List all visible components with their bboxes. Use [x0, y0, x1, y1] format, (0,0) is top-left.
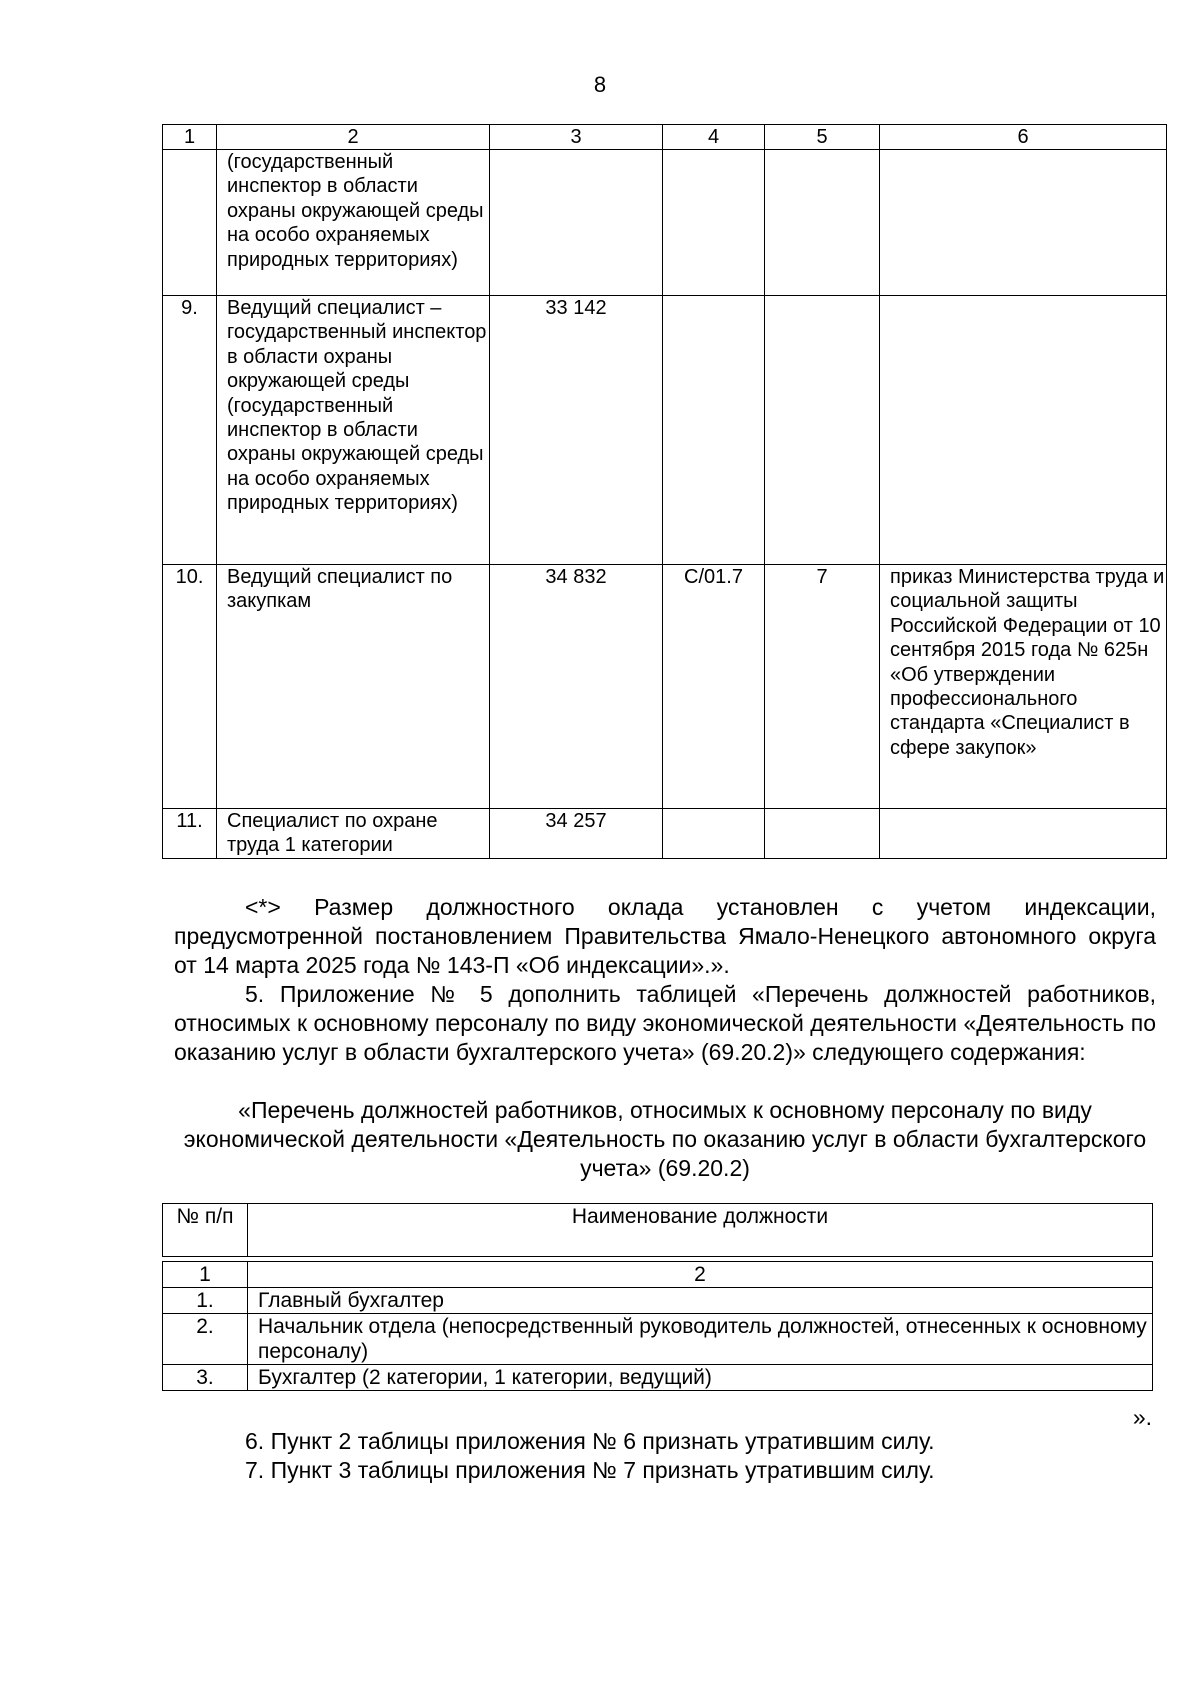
- row-number: 2.: [163, 1314, 248, 1365]
- qualification-level: [765, 150, 880, 296]
- position-name: Начальник отдела (непосредственный руководитель должностей, отнесенных к основному персоналу): [248, 1314, 1153, 1365]
- column-header: 3: [490, 125, 663, 150]
- salary-value: 33 142: [490, 296, 663, 565]
- column-header-number: № п/п: [163, 1204, 248, 1257]
- item-7: 7. Пункт 3 таблицы приложения № 7 признать утратившим силу.: [245, 1457, 935, 1483]
- column-header-name: Наименование должности: [248, 1204, 1153, 1257]
- table-row: [163, 1288, 1153, 1314]
- salary-value: 34 257: [490, 809, 663, 859]
- position-title: Специалист по охране труда 1 категории: [217, 809, 490, 859]
- column-header: 4: [663, 125, 765, 150]
- row-number: 11.: [163, 809, 217, 859]
- list-title: «Перечень должностей работников, относимых к основному персоналу по виду экономической деятельности «Деятельность по оказанию услуг в области бухгалтерского учета» (69.20.2): [183, 1097, 1147, 1181]
- table-row: [163, 150, 1167, 296]
- row-number: 3.: [163, 1365, 248, 1391]
- row-number: 10.: [163, 565, 217, 809]
- index-cell: 2: [248, 1262, 1153, 1288]
- row-number: [163, 150, 217, 296]
- function-code: C/01.7: [663, 565, 765, 809]
- amendment-paragraph-5: [174, 980, 1156, 1067]
- table-header-row: [163, 1204, 1153, 1257]
- table-row: [163, 1365, 1153, 1391]
- legal-basis: [880, 809, 1167, 859]
- footnote-paragraph: [174, 893, 1156, 980]
- row-number: 9.: [163, 296, 217, 565]
- row-number: 1.: [163, 1288, 248, 1314]
- function-code: [663, 296, 765, 565]
- item-6: 6. Пункт 2 таблицы приложения № 6 признать утратившим силу.: [245, 1428, 935, 1454]
- staff-salary-table: [162, 124, 1167, 859]
- position-title: Ведущий специалист – государственный инспектор в области охраны окружающей среды (государственный инспектор в области охраны окружающей среды на особо охраняемых природных территориях): [217, 296, 490, 565]
- function-code: [663, 809, 765, 859]
- footnote-text: <*> Размер должностного оклада установлен с учетом индексации, предусмотренной постановлением Правительства Ямало-Ненецкого автономного округа от 14 марта 2025 года № 143-П «Об индексации».».: [174, 894, 1156, 978]
- table-index-row: [163, 1262, 1153, 1288]
- page-number: 8: [593, 72, 607, 97]
- qualification-level: 7: [765, 565, 880, 809]
- column-header: 2: [217, 125, 490, 150]
- column-header: 5: [765, 125, 880, 150]
- legal-basis: приказ Министерства труда и социальной защиты Российской Федерации от 10 сентября 2015 года № 625н «Об утверждении профессионального стандарта «Специалист в сфере закупок»: [880, 565, 1167, 809]
- paragraph-5-text: 5. Приложение № 5 дополнить таблицей «Перечень должностей работников, относимых к основному персоналу по виду экономической деятельности «Деятельность по оказанию услуг в области бухгалтерского учета» (69.20.2)» следующего содержания:: [174, 981, 1156, 1065]
- table-header-row: [163, 125, 1167, 150]
- qualification-level: [765, 809, 880, 859]
- table-row: [163, 296, 1167, 565]
- index-cell: 1: [163, 1262, 248, 1288]
- position-title: (государственный инспектор в области охраны окружающей среды на особо охраняемых природных территориях): [217, 150, 490, 296]
- table-row: [163, 1314, 1153, 1365]
- qualification-level: [765, 296, 880, 565]
- position-name: Главный бухгалтер: [248, 1288, 1153, 1314]
- table-row: [163, 809, 1167, 859]
- function-code: [663, 150, 765, 296]
- table-row: [163, 565, 1167, 809]
- column-header: 6: [880, 125, 1167, 150]
- legal-basis: [880, 150, 1167, 296]
- position-title: Ведущий специалист по закупкам: [217, 565, 490, 809]
- closing-quote: ».: [1132, 1404, 1152, 1430]
- column-header: 1: [163, 125, 217, 150]
- legal-basis: [880, 296, 1167, 565]
- salary-value: [490, 150, 663, 296]
- salary-value: 34 832: [490, 565, 663, 809]
- positions-list-table: [162, 1203, 1153, 1391]
- position-name: Бухгалтер (2 категории, 1 категории, ведущий): [248, 1365, 1153, 1391]
